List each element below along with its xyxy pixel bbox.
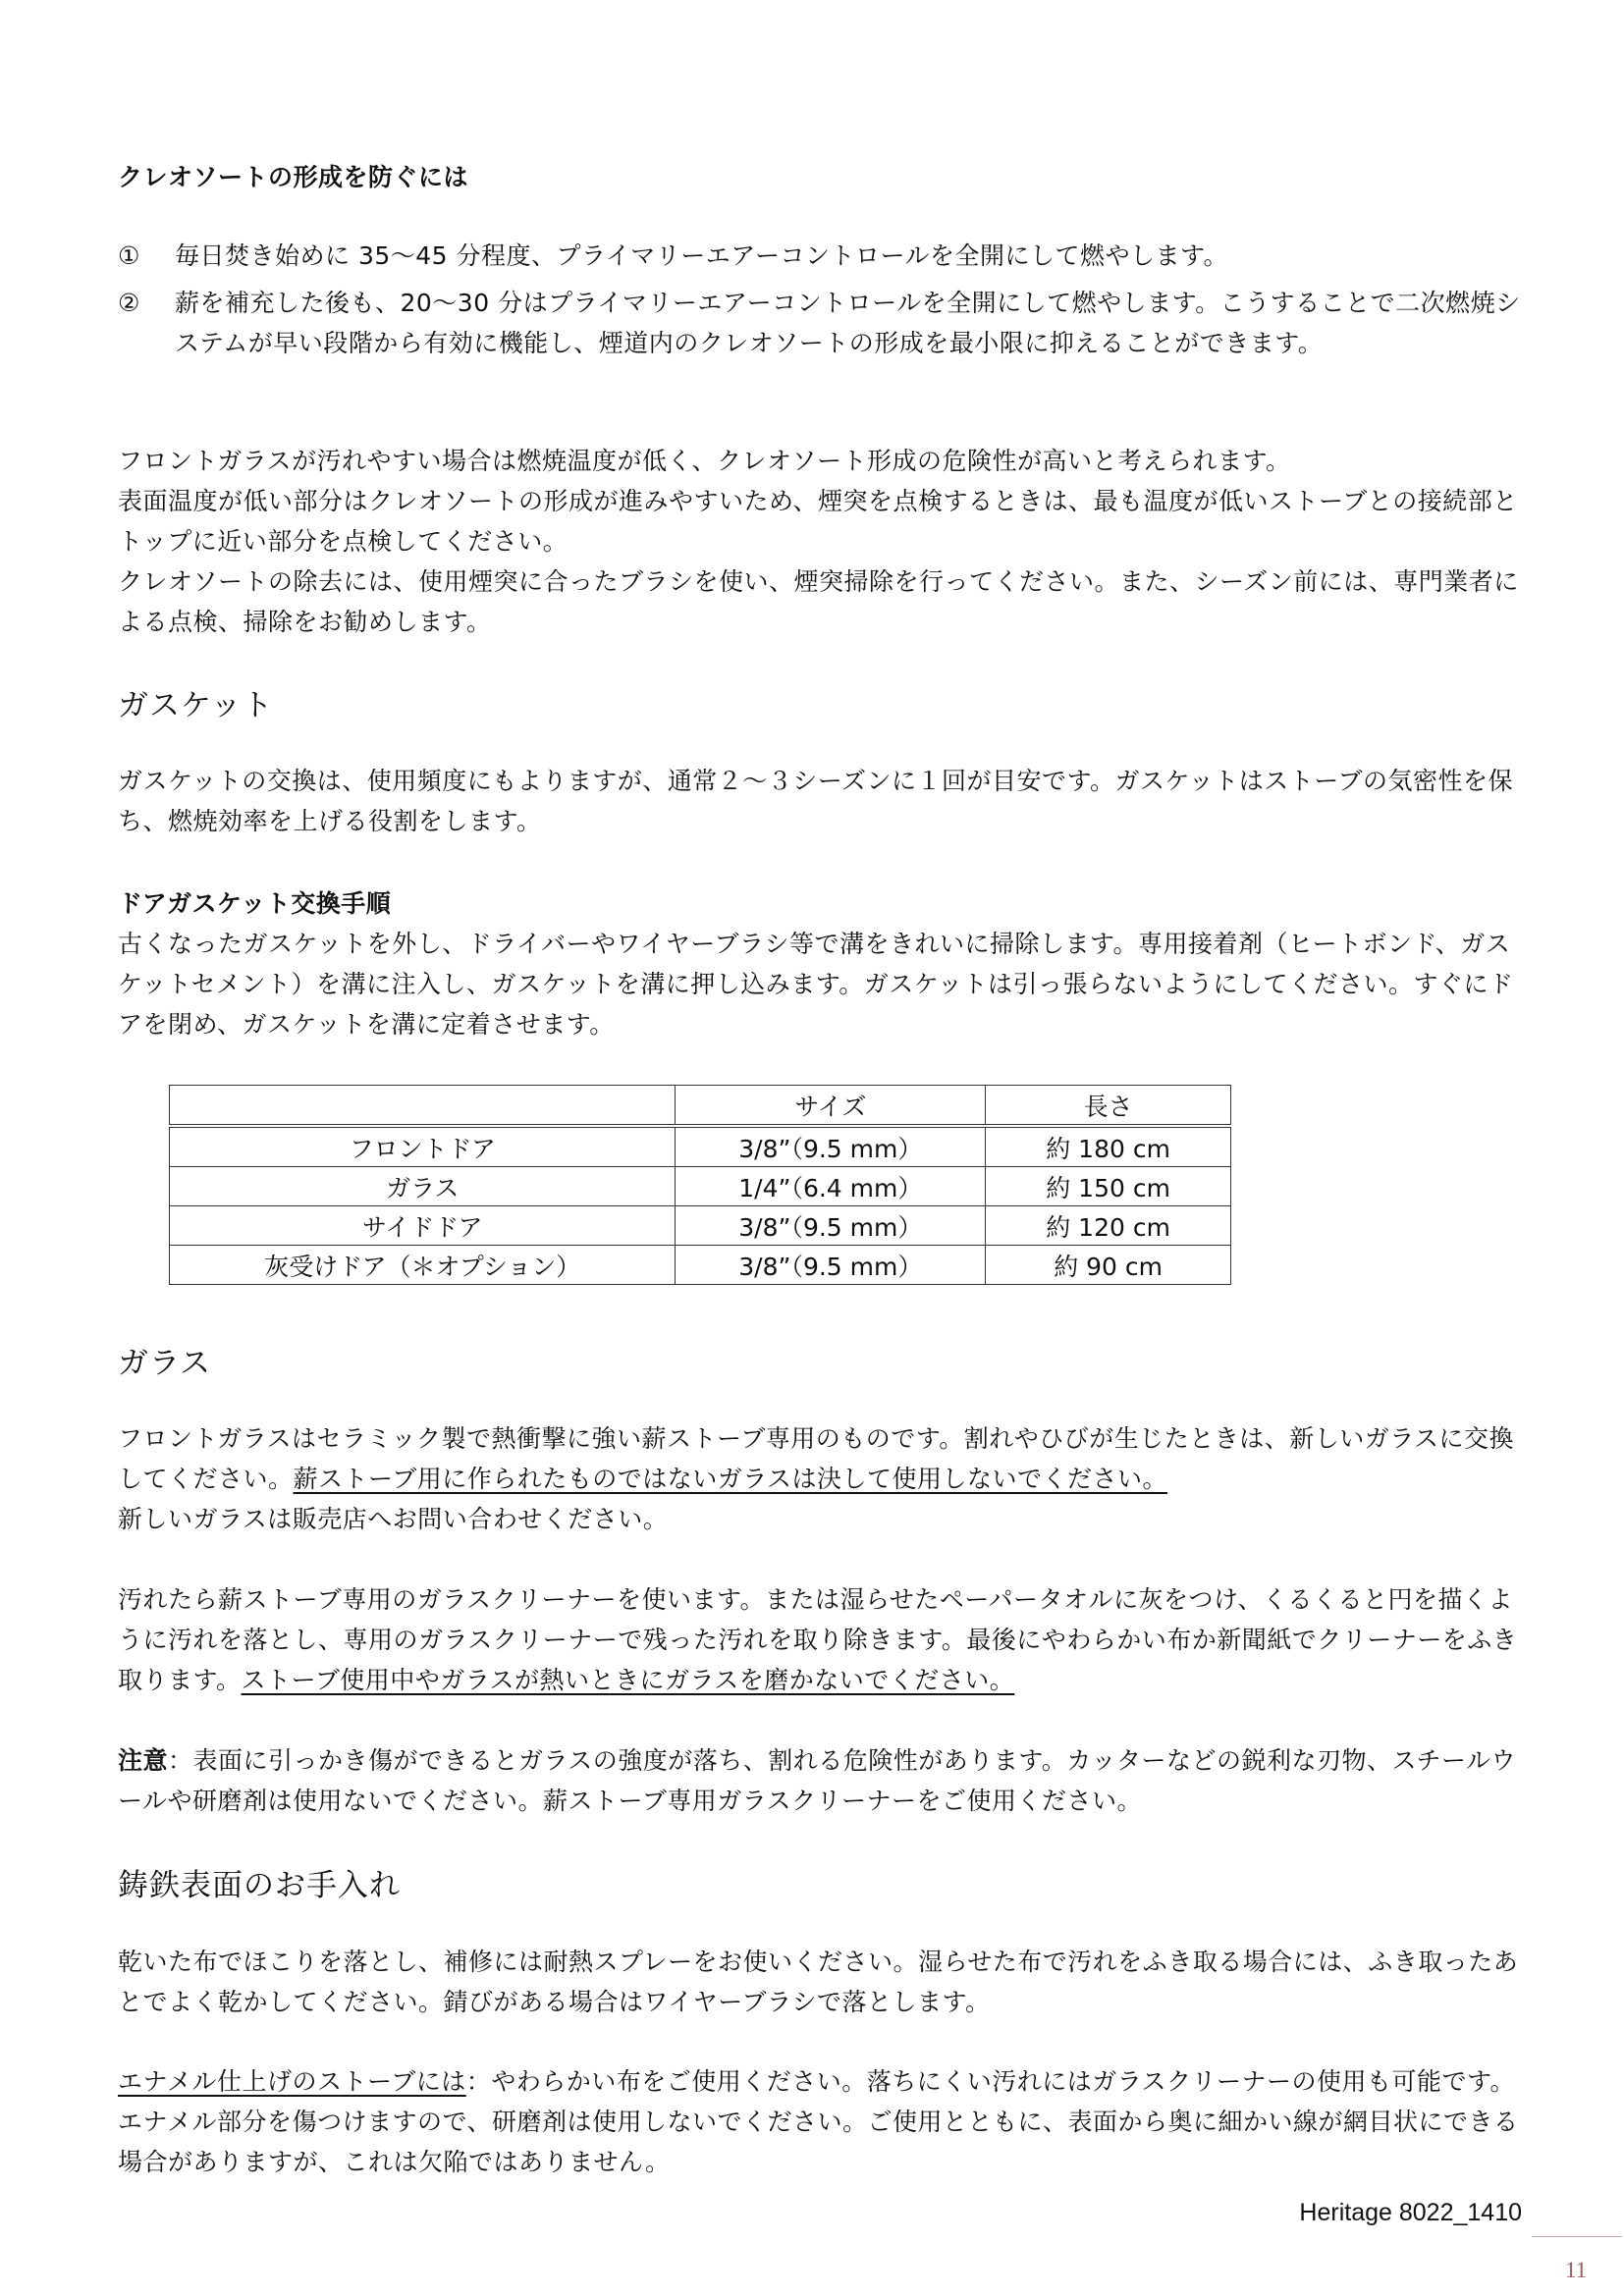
glass-note	[118, 1740, 1532, 1821]
gasket-intro-block	[118, 761, 1532, 841]
list-text: 薪を補充した後も、20〜30 分はプライマリーエアーコントロールを全開にして燃やします。こうすることで二次燃焼システムが早い段階から有効に機能し、煙道内のクレオソートの形成を最小限に抑えることができます。	[175, 289, 1521, 357]
table-cell: 約 90 cm	[986, 1246, 1231, 1285]
table-cell: 約 180 cm	[986, 1126, 1231, 1167]
footer-divider	[1532, 2236, 1622, 2237]
cast-iron-para1	[118, 1942, 1532, 2022]
enamel-para	[118, 2061, 1532, 2182]
list-number: ②	[118, 289, 140, 317]
creosote-heading: クレオソートの形成を防ぐには	[118, 163, 469, 191]
gasket-table	[169, 1085, 1231, 1285]
table-cell: フロントドア	[170, 1126, 676, 1167]
table-cell: 3/8”（9.5 mm）	[676, 1126, 986, 1167]
table-cell: 1/4”（6.4 mm）	[676, 1167, 986, 1206]
paragraph: クレオソートの除去には、使用煙突に合ったブラシを使い、煙突掃除を行ってください。また、シーズン前には、専門業者による点検、掃除をお勧めします。	[118, 567, 1519, 636]
glass-heading: ガラス	[118, 1346, 212, 1381]
table-row	[170, 1167, 1231, 1206]
enamel-label: エナメル仕上げのストーブには	[118, 2067, 466, 2096]
table-cell: 約 120 cm	[986, 1206, 1231, 1246]
paragraph: 古くなったガスケットを外し、ドライバーやワイヤーブラシ等で溝をきれいに掃除します。専用接着剤（ヒートボンド、ガスケットセメント）を溝に注入し、ガスケットを溝に押し込みます。ガスケットは引っ張らないようにしてください。すぐにドアを閉め、ガスケットを溝に定着させます。	[118, 930, 1514, 1039]
enamel-text: ：やわらかい布をご使用ください。落ちにくい汚れにはガラスクリーナーの使用も可能です。エナメル部分を傷つけますので、研磨剤は使用しないでください。ご使用とともに、表面から奥に細かい線が網目状にできる場合がありますが、これは欠陥ではありません。	[118, 2067, 1519, 2176]
page-number: 11	[1565, 2258, 1588, 2282]
creosote-section	[118, 157, 1532, 197]
note-label: 注意	[118, 1746, 169, 1775]
table-header-row	[170, 1086, 1231, 1127]
note-text: ：表面に引っかき傷ができるとガラスの強度が落ち、割れる危険性があります。カッターなどの鋭利な刃物、スチールウールや研磨剤は使用ないでください。薪ストーブ専用ガラスクリーナーをご使用ください。	[118, 1746, 1517, 1815]
table-header-cell	[170, 1086, 676, 1127]
paragraph	[118, 1579, 1532, 1700]
table-cell: 3/8”（9.5 mm）	[676, 1246, 986, 1285]
procedure-heading: ドアガスケット交換手順	[118, 889, 392, 918]
glass-section	[118, 1338, 1532, 1382]
model-number: Heritage 8022_1410	[1299, 2199, 1522, 2226]
paragraph: ガスケットの交換は、使用頻度にもよりますが、通常２～３シーズンに１回が目安です。ガスケットはストーブの気密性を保ち、燃焼効率を上げる役割をします。	[118, 767, 1514, 835]
table-row	[170, 1206, 1231, 1246]
table-cell: 約 150 cm	[986, 1167, 1231, 1206]
cast-iron-section	[118, 1860, 1532, 1904]
paragraph: フロントガラスが汚れやすい場合は燃焼温度が低く、クレオソート形成の危険性が高いと考えられます。	[118, 447, 1291, 475]
gasket-procedure-block	[118, 883, 1532, 1044]
table-header-cell: 長さ	[986, 1086, 1231, 1127]
creosote-paragraphs	[118, 441, 1532, 642]
warning-text: 薪ストーブ用に作られたものではないガラスは決して使用しないでください。	[293, 1465, 1168, 1493]
glass-para2	[118, 1579, 1532, 1700]
text: 新しいガラスは販売店へお問い合わせください。	[118, 1505, 669, 1533]
table-cell: 3/8”（9.5 mm）	[676, 1206, 986, 1246]
list-item	[118, 236, 1532, 276]
table-header-cell: サイズ	[676, 1086, 986, 1127]
table-cell: 灰受けドア（＊オプション）	[170, 1246, 676, 1285]
cast-iron-heading: 鋳鉄表面のお手入れ	[118, 1868, 401, 1903]
warning-text: ストーブ使用中やガラスが熱いときにガラスを磨かないでください。	[241, 1666, 1015, 1694]
paragraph: 表面温度が低い部分はクレオソートの形成が進みやすいため、煙突を点検するときは、最も温度が低いストーブとの接続部とトップに近い部分を点検してください。	[118, 487, 1518, 556]
list-item	[118, 283, 1532, 363]
paragraph: 乾いた布でほこりを落とし、補修には耐熱スプレーをお使いください。湿らせた布で汚れをふき取る場合には、ふき取ったあとでよく乾かしてください。錆びがある場合はワイヤーブラシで落とします。	[118, 1948, 1519, 2016]
table-cell: ガラス	[170, 1167, 676, 1206]
paragraph	[118, 1740, 1532, 1821]
list-number: ①	[118, 241, 140, 270]
list-text: 毎日焚き始めに 35〜45 分程度、プライマリーエアーコントロールを全開にして燃やします。	[175, 241, 1229, 270]
glass-para1	[118, 1418, 1532, 1539]
gasket-heading: ガスケット	[118, 688, 274, 723]
table-row	[170, 1246, 1231, 1285]
gasket-section	[118, 680, 1532, 724]
text: 汚れたら薪ストーブ専用のガラスクリーナーを使います。または湿らせたペーパータオルに灰をつけ、くるくると円を描くように汚れを落とし、専用のガラスクリーナーで残った汚れを取り除きます。最後にやわらかい布か新聞紙でクリーナーをふき取ります。	[118, 1585, 1518, 1694]
paragraph	[118, 2061, 1532, 2182]
paragraph	[118, 1418, 1532, 1539]
creosote-list	[118, 236, 1532, 363]
text: フロントガラスはセラミック製で熱衝撃に強い薪ストーブ専用のものです。割れやひびが生じたときは、新しいガラスに交換してください。	[118, 1424, 1515, 1493]
table-cell: サイドドア	[170, 1206, 676, 1246]
table-row	[170, 1126, 1231, 1167]
